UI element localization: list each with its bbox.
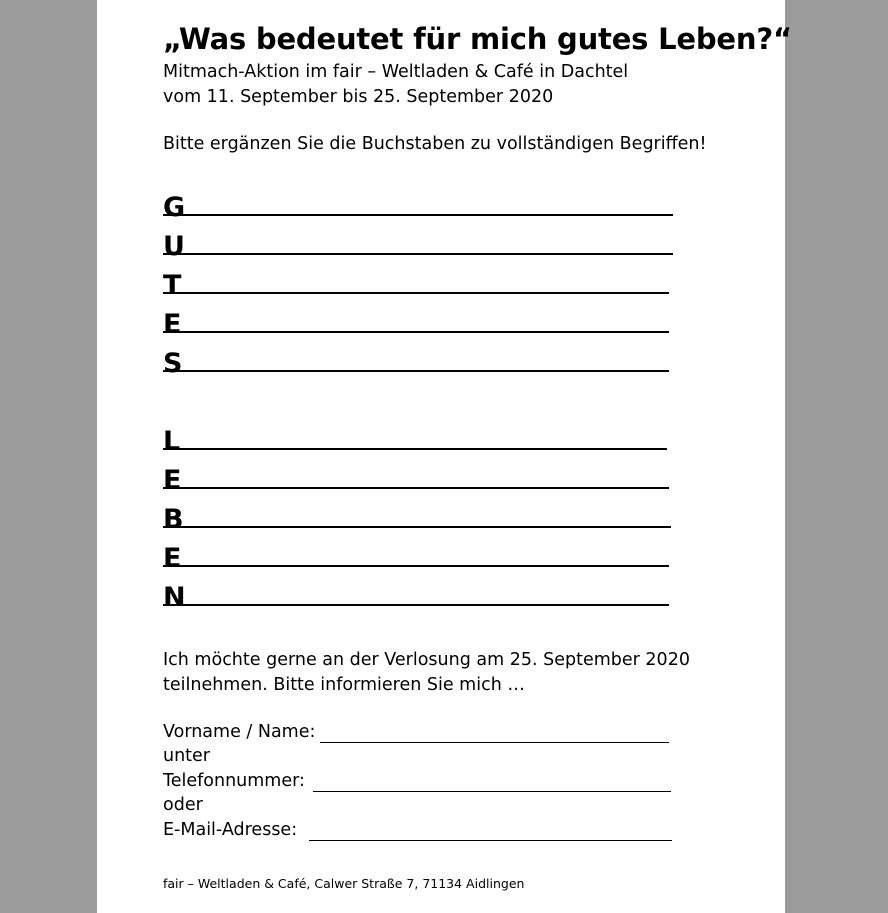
connector-oder: oder [163,795,203,815]
acrostic-row-n[interactable] [163,570,669,613]
instruction-text: Bitte ergänzen Sie die Buchstaben zu vollständigen Begriffen! [163,134,707,154]
name-label: Vorname / Name: [163,722,316,742]
email-label: E-Mail-Adresse: [163,820,298,840]
acrostic-letter: G [163,192,186,223]
acrostic-row-e3[interactable] [163,531,669,574]
acrostic-letter: E [163,465,182,496]
acrostic-letter: E [163,309,182,340]
answer-line [163,448,667,450]
answer-line [163,604,669,606]
acrostic-row-g[interactable] [163,180,673,223]
acrostic-letter: S [163,348,183,379]
acrostic-letter: N [163,582,186,613]
acrostic-row-t[interactable] [163,258,669,301]
connector-unter: unter [163,746,211,766]
page-title: „Was bedeutet für mich gutes Leben?“ [163,22,792,56]
answer-line [163,370,669,372]
email-field[interactable] [163,820,672,842]
raffle-text-line2: teilnehmen. Bitte informieren Sie mich … [163,675,525,695]
answer-line [163,253,673,255]
name-input-line[interactable] [320,742,669,743]
acrostic-row-l[interactable] [163,414,667,457]
acrostic-row-e[interactable] [163,297,669,340]
answer-line [163,214,673,216]
email-input-line[interactable] [309,840,672,841]
acrostic-letter: T [163,270,182,301]
answer-line [163,487,669,489]
acrostic-letter: B [163,504,184,535]
phone-field[interactable] [163,771,671,793]
phone-label: Telefonnummer: [163,771,305,791]
answer-line [163,292,669,294]
footer-address: fair – Weltladen & Café, Calwer Straße 7, 71134 Aidlingen [163,876,525,891]
raffle-text-line1: Ich möchte gerne an der Verlosung am 25. September 2020 [163,650,690,670]
acrostic-letter: L [163,426,181,457]
acrostic-row-b[interactable] [163,492,671,535]
acrostic-row-s[interactable] [163,336,669,379]
answer-line [163,565,669,567]
document-page [97,0,792,913]
acrostic-letter: U [163,231,185,262]
answer-line [163,331,669,333]
answer-line [163,526,671,528]
phone-input-line[interactable] [313,791,671,792]
acrostic-row-u[interactable] [163,219,673,262]
acrostic-letter: E [163,543,182,574]
subtitle-event: Mitmach-Aktion im fair – Weltladen & Café in Dachtel [163,62,629,82]
subtitle-dates: vom 11. September bis 25. September 2020 [163,87,554,107]
acrostic-row-e2[interactable] [163,453,669,496]
name-field[interactable] [163,722,669,744]
